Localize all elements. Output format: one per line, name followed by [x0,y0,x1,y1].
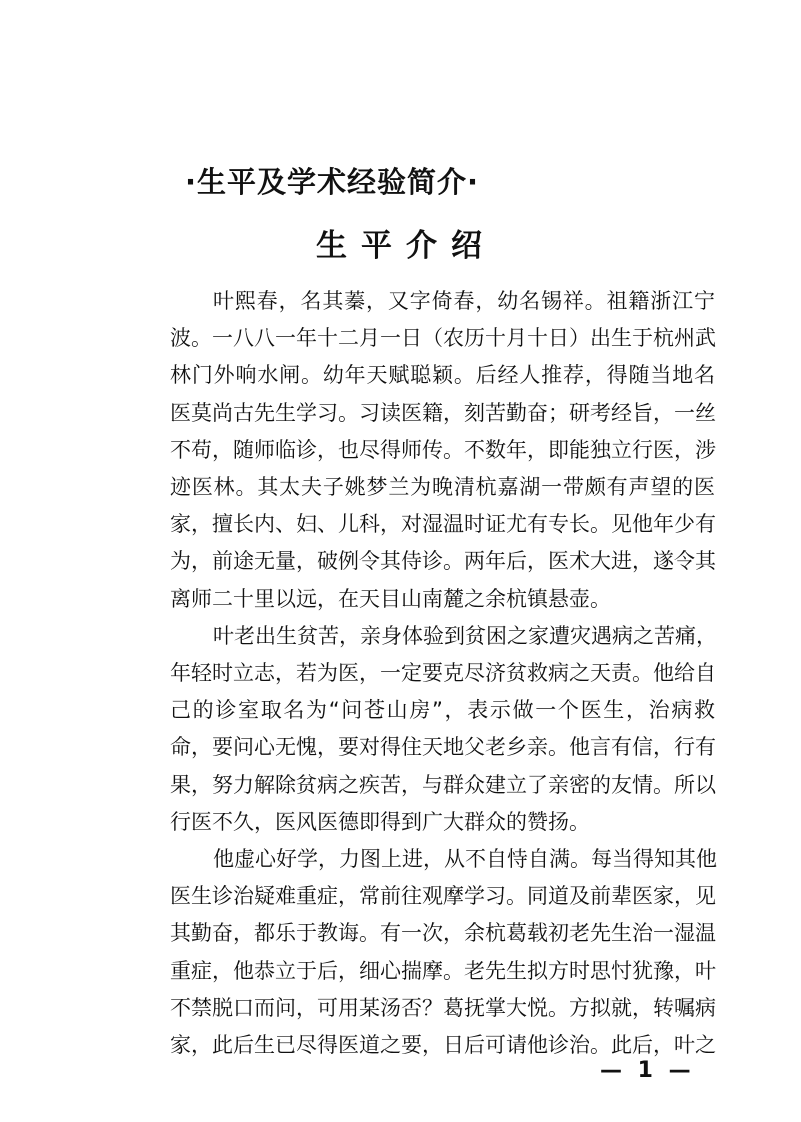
text-line: 家，擅长内、妇、儿科，对湿温时证尤有专长。见他年少有 [170,512,716,537]
text-line: 己的诊室取名为“问苍山房”，表示做一个医生，治病救 [170,698,715,723]
chapter-heading: 生平介绍 [316,228,496,264]
text-line: 家，此后生已尽得医道之要，日后可请他诊治。此后，叶之 [170,1033,716,1057]
text-line: 叶熙春，名其蓁，又字倚春，幼名锡祥。祖籍浙江宁 [213,289,715,313]
text-line: 行医不久，医风医德即得到广大群众的赞扬。 [170,809,590,834]
text-line: 不禁脱口而问，可用某汤否？葛抚掌大悦。方拟就，转嘱病 [170,995,716,1020]
text-line: 波。一八八一年十二月一日（农历十月十日）出生于杭州武 [170,326,716,351]
text-line: 年轻时立志，若为医，一定要克尽济贫救病之天责。他给自 [170,661,716,685]
text-line: 果，努力解除贫病之疾苦，与群众建立了亲密的友情。所以 [170,772,716,797]
section-title: ·生平及学术经验简介· [185,165,480,199]
text-line: 离师二十里以远，在天目山南麓之余杭镇悬壶。 [170,586,611,611]
text-line: 叶老出生贫苦，亲身体验到贫困之家遭灾遇病之苦痛， [213,623,717,648]
text-line: 林门外响水闸。幼年天赋聪颖。后经人推荐，得随当地名 [170,363,715,388]
page-number: — 1 — [600,1058,695,1083]
text-line: 他虚心好学，力图上进，从不自恃自满。每当得知其他 [213,847,717,871]
text-line: 迹医林。其太夫子姚梦兰为晚清杭嘉湖一带颇有声望的医 [170,475,715,499]
text-line: 其勤奋，都乐于教诲。有一次，余杭葛载初老先生治一湿温 [170,921,716,946]
text-line: 医生诊治疑难重症，常前往观摩学习。同道及前辈医家，见 [170,884,716,909]
text-line: 重症，他恭立于后，细心揣摩。老先生拟方时思忖犹豫，叶 [170,958,716,983]
text-line: 不苟，随师临诊，也尽得师传。不数年，即能独立行医，涉 [170,437,716,462]
text-line: 为，前途无量，破例令其侍诊。两年后，医术大进，遂令其 [170,549,716,574]
text-line: 医莫尚古先生学习。习读医籍，刻苦勤奋；研考经旨，一丝 [170,400,716,425]
text-line: 命，要问心无愧，要对得住天地父老乡亲。他言有信，行有 [170,735,716,760]
